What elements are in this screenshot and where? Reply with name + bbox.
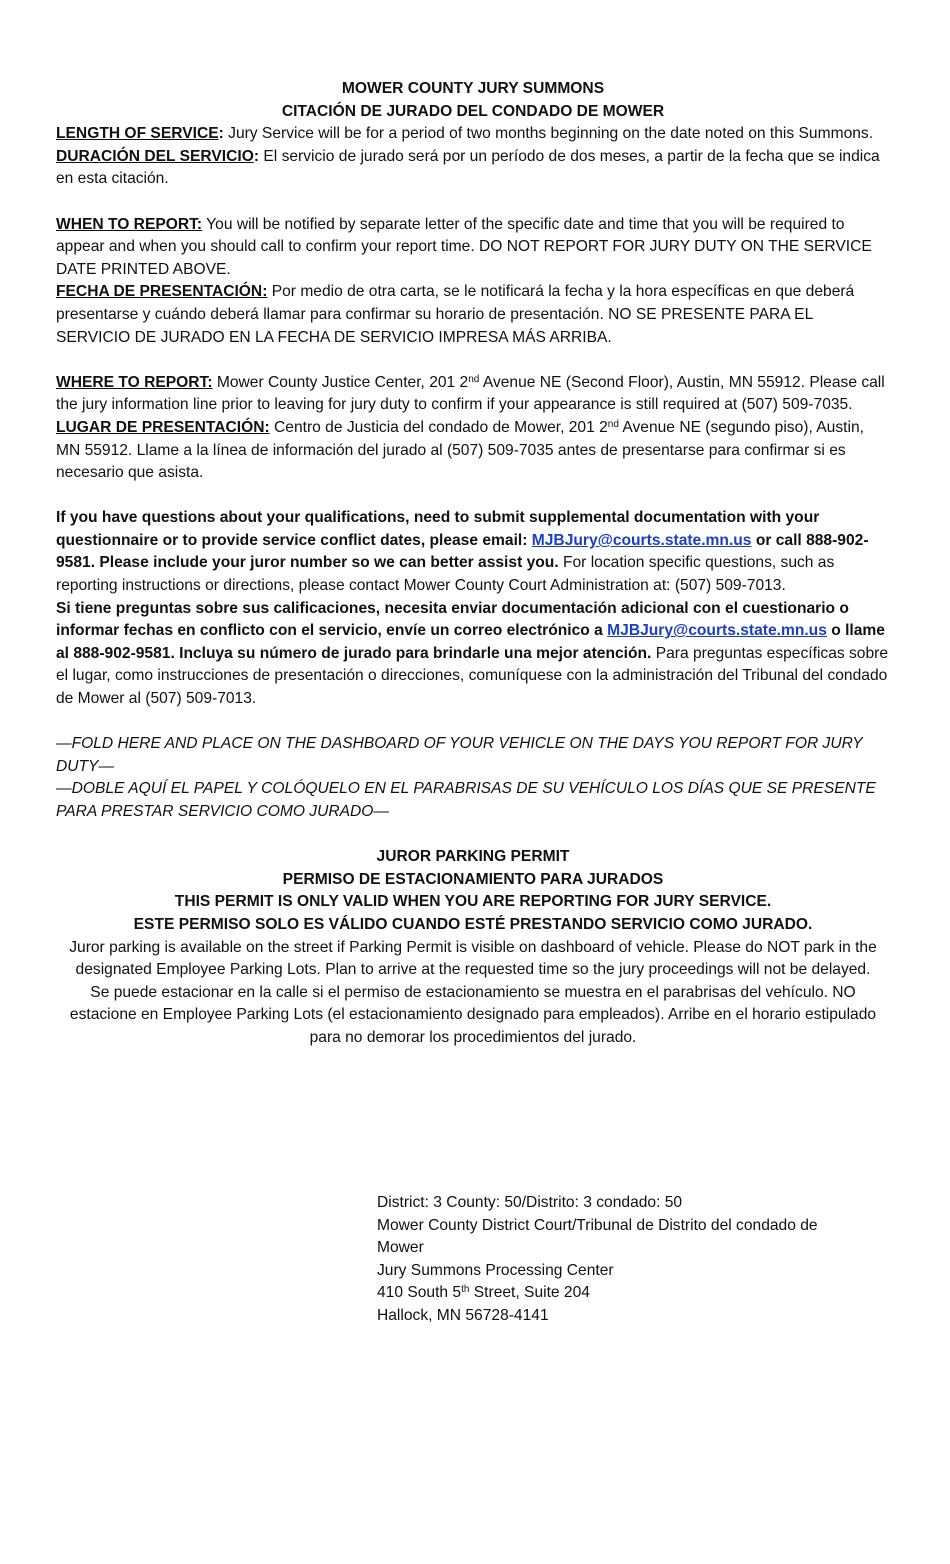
when-label-en: WHEN TO REPORT:	[56, 215, 203, 233]
where-en: WHERE TO REPORT: Mower County Justice Center, 201 2nd Avenue NE (Second Floor), Austin, MN 55912. Please call the jury information line prior to leaving for jury duty to confirm if your appearance is still required at (507) 509-7035.	[56, 373, 885, 414]
address-line-3: Jury Summons Processing Center	[377, 1261, 614, 1279]
permit-text-es: Se puede estacionar en la calle si el permiso de estacionamiento se muestra en el parabrisas del vehículo. NO estacione en Employee Parking Lots (el estacionamiento designado para empleados). Arribe en el horario estipulado para no demorar los procedimientos del jurado.	[69, 983, 877, 1046]
when-es	[56, 281, 890, 349]
address-line-4: 410 South 5th Street, Suite 204	[377, 1284, 590, 1302]
title-en: MOWER COUNTY JURY SUMMONS	[341, 80, 605, 97]
length-text-en: Jury Service will be for a period of two months beginning on the date noted on this Summons.	[223, 125, 874, 143]
length-es: DURACIÓN DEL SERVICIO: El servicio de jurado será por un período de dos meses, a partir de la fecha que se indica en esta citación.	[56, 147, 880, 188]
questions-es: Si tiene preguntas sobre sus calificaciones, necesita enviar documentación adicional con el cuestionario o informar fechas en conflicto con el servicio, envíe un correo electrónico a MJBJury@courts.state.mn.us o llame al 888-902-9581. Incluya su número de jurado para brindarle una mejor atención. Para preguntas específicas sobre el lugar, como instrucciones de presentación o direcciones, comuníquese con la administración del Tribunal del condado de Mower al (507) 509-7013.	[56, 599, 889, 708]
return-address	[377, 1192, 857, 1328]
questions-en: If you have questions about your qualifications, need to submit supplemental documentation with your questionnaire or to provide service conflict dates, please email: MJBJury@courts.state.mn.us or call 888-902-9581. Please include your juror number so we can better assist you. For location specific questions, such as reporting instructions or directions, please contact Mower County Court Administration at: (507) 509-7013.	[56, 509, 869, 595]
permit-text-en: Juror parking is available on the street if Parking Permit is visible on dashboard of vehicle. Please do NOT park in the designated Employee Parking Lots. Plan to arrive at the requested time so the jury proceedings will not be delayed.	[69, 938, 877, 979]
permit-title-es: PERMISO DE ESTACIONAMIENTO PARA JURADOS	[282, 870, 664, 888]
where-label-en: WHERE TO REPORT:	[56, 373, 213, 391]
title-es: CITACIÓN DE JURADO DEL CONDADO DE MOWER	[281, 102, 665, 120]
address-line-1: District: 3 County: 50/Distrito: 3 condado: 50	[377, 1194, 683, 1211]
length-label-en: LENGTH OF SERVICE	[56, 125, 219, 143]
fold-line-en: —FOLD HERE AND PLACE ON THE DASHBOARD OF YOUR VEHICLE ON THE DAYS YOU REPORT FOR JURY DUTY—	[56, 735, 863, 775]
length-en: LENGTH OF SERVICE: Jury Service will be for a period of two months beginning on the date noted on this Summons.	[56, 125, 874, 143]
when-label-es: FECHA DE PRESENTACIÓN:	[56, 283, 268, 301]
email-link[interactable]: MJBJury@courts.state.mn.us	[531, 531, 752, 549]
summons-document	[56, 78, 890, 1050]
when-en	[56, 214, 890, 282]
email-link-es[interactable]: MJBJury@courts.state.mn.us	[607, 622, 827, 640]
where-label-es: LUGAR DE PRESENTACIÓN:	[56, 418, 270, 436]
length-label-es: DURACIÓN DEL SERVICIO	[56, 147, 254, 165]
permit-valid-es: ESTE PERMISO SOLO ES VÁLIDO CUANDO ESTÉ PRESTANDO SERVICIO COMO JURADO.	[133, 915, 813, 933]
when-text-en: You will be notified by separate letter of the specific date and time that you will be required to appear and when you should call to confirm your report time. DO NOT REPORT FOR JURY DUTY ON THE SERVICE DATE PRINTED ABOVE.	[56, 215, 872, 278]
fold-line-es: —DOBLE AQUÍ EL PAPEL Y COLÓQUELO EN EL PARABRISAS DE SU VEHÍCULO LOS DÍAS QUE SE PRESENTE PARA PRESTAR SERVICIO COMO JURADO—	[56, 780, 876, 820]
permit-valid-en: THIS PERMIT IS ONLY VALID WHEN YOU ARE REPORTING FOR JURY SERVICE.	[174, 893, 772, 911]
address-line-2: Mower County District Court/Tribunal de Distrito del condado de Mower	[377, 1216, 818, 1257]
when-text-es: Por medio de otra carta, se le notificará la fecha y la hora específicas en que deberá presentarse y cuándo deberá llamar para confirmar su horario de presentación. NO SE PRESENTE PARA EL SERVICIO DE JURADO EN LA FECHA DE SERVICIO IMPRESA MÁS ARRIBA.	[56, 283, 855, 346]
permit-title-en: JUROR PARKING PERMIT	[376, 848, 570, 866]
where-es: LUGAR DE PRESENTACIÓN: Centro de Justicia del condado de Mower, 201 2nd Avenue NE (segundo piso), Austin, MN 55912. Llame a la línea de información del jurado al (507) 509-7035 antes de presentarse para confirmar si es necesario que asista.	[56, 418, 864, 482]
address-line-5: Hallock, MN 56728-4141	[377, 1306, 549, 1324]
length-text-es: El servicio de jurado será por un período de dos meses, a partir de la fecha que se indica en esta citación.	[56, 147, 880, 188]
